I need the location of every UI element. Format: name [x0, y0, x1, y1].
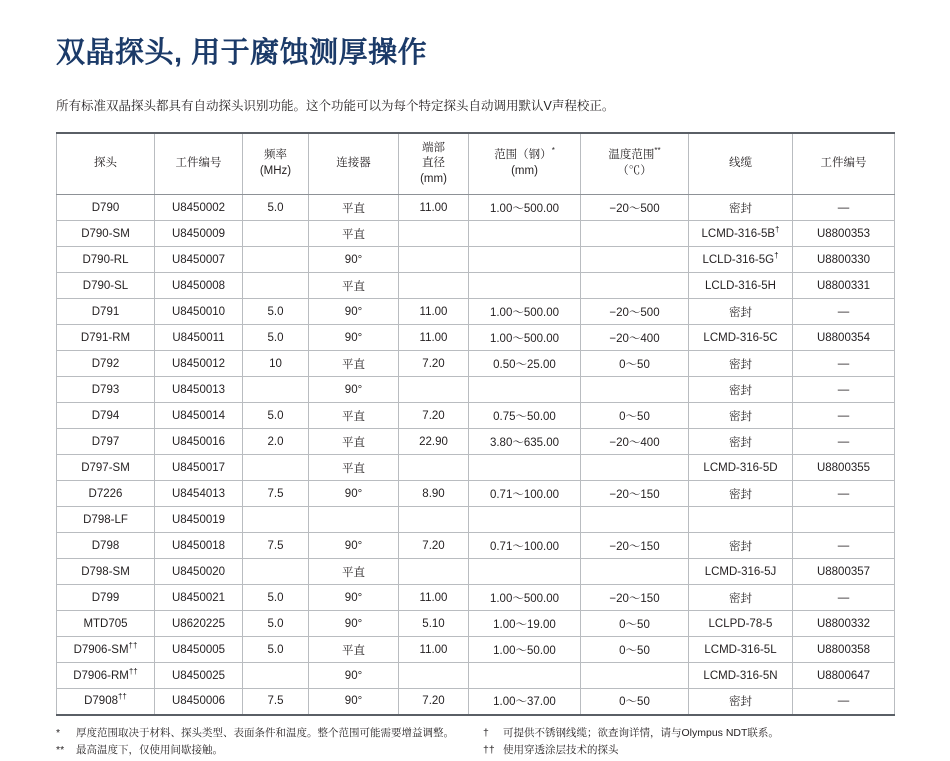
table-cell	[243, 559, 309, 585]
table-cell: LCMD-316-5C	[689, 325, 793, 351]
table-cell: U8450005	[155, 637, 243, 663]
table-cell: 0～50	[581, 611, 689, 637]
table-row	[57, 585, 895, 611]
table-cell: 7.20	[399, 689, 469, 715]
table-cell: —	[793, 481, 895, 507]
table-cell: U8800647	[793, 663, 895, 689]
table-cell: 0～50	[581, 689, 689, 715]
table-cell: 90°	[309, 325, 399, 351]
table-cell: D798-SM	[57, 559, 155, 585]
table-cell: 密封	[689, 351, 793, 377]
table-cell	[469, 247, 581, 273]
table-cell: U8450002	[155, 195, 243, 221]
table-cell: —	[793, 351, 895, 377]
table-cell	[581, 221, 689, 247]
table-header	[57, 133, 895, 195]
table-cell	[243, 507, 309, 533]
table-header-row	[57, 133, 895, 195]
footnote-text: 使用穿透涂层技术的探头	[503, 744, 619, 757]
table-cell	[399, 377, 469, 403]
table-cell: D799	[57, 585, 155, 611]
table-cell: —	[793, 533, 895, 559]
table-cell: D790	[57, 195, 155, 221]
table-cell: 5.0	[243, 325, 309, 351]
table-cell	[399, 455, 469, 481]
table-row	[57, 273, 895, 299]
table-cell: 0～50	[581, 637, 689, 663]
table-cell	[469, 273, 581, 299]
table-cell	[243, 377, 309, 403]
table-row	[57, 481, 895, 507]
table-cell	[399, 507, 469, 533]
table-cell: 平直	[309, 221, 399, 247]
table-cell: 11.00	[399, 637, 469, 663]
table-cell: 1.00～37.00	[469, 689, 581, 715]
table-cell: 1.00～19.00	[469, 611, 581, 637]
table-cell: U8800332	[793, 611, 895, 637]
table-cell: −20～150	[581, 585, 689, 611]
table-cell: 7.5	[243, 533, 309, 559]
table-cell: LCMD-316-5J	[689, 559, 793, 585]
column-header-cable-part-number: 工件编号	[793, 133, 895, 195]
table-cell: 0.71～100.00	[469, 533, 581, 559]
table-cell: U8450008	[155, 273, 243, 299]
column-header-range-steel: 范围（钢）* (mm)	[469, 133, 581, 195]
table-cell: 1.00～500.00	[469, 585, 581, 611]
table-row	[57, 507, 895, 533]
table-row	[57, 429, 895, 455]
table-cell: 90°	[309, 611, 399, 637]
table-cell: −20～500	[581, 299, 689, 325]
table-row	[57, 455, 895, 481]
table-cell	[581, 559, 689, 585]
table-cell: 5.0	[243, 299, 309, 325]
table-cell: 0.75～50.00	[469, 403, 581, 429]
column-header-frequency: 频率 (MHz)	[243, 133, 309, 195]
table-cell	[581, 663, 689, 689]
table-cell: 平直	[309, 403, 399, 429]
footnote-row	[483, 726, 894, 742]
table-cell: 平直	[309, 273, 399, 299]
table-cell: 90°	[309, 663, 399, 689]
table-cell: U8450010	[155, 299, 243, 325]
footnote-row	[56, 726, 467, 742]
table-cell: 11.00	[399, 585, 469, 611]
table-cell: 密封	[689, 429, 793, 455]
table-cell: D791	[57, 299, 155, 325]
footnote-marker: **	[56, 744, 65, 757]
table-cell: 7.5	[243, 689, 309, 715]
table-row	[57, 325, 895, 351]
table-cell: D793	[57, 377, 155, 403]
table-cell	[581, 247, 689, 273]
table-cell: 5.10	[399, 611, 469, 637]
table-cell: 90°	[309, 689, 399, 715]
table-cell: LCMD-316-5D	[689, 455, 793, 481]
table-row	[57, 377, 895, 403]
table-cell: 90°	[309, 481, 399, 507]
table-cell	[399, 663, 469, 689]
table-cell: U8450012	[155, 351, 243, 377]
table-cell	[793, 507, 895, 533]
table-cell: LCLD-316-5H	[689, 273, 793, 299]
table-row	[57, 403, 895, 429]
table-cell: 11.00	[399, 195, 469, 221]
table-cell: U8450016	[155, 429, 243, 455]
table-cell: U8450025	[155, 663, 243, 689]
table-cell: D7908††	[57, 689, 155, 715]
table-cell	[399, 247, 469, 273]
table-cell: D790-SL	[57, 273, 155, 299]
table-cell: —	[793, 689, 895, 715]
table-cell: 5.0	[243, 585, 309, 611]
table-row	[57, 533, 895, 559]
table-cell	[243, 455, 309, 481]
table-cell: 5.0	[243, 403, 309, 429]
table-cell: 1.00～50.00	[469, 637, 581, 663]
table-cell: 5.0	[243, 611, 309, 637]
footnote-marker: †	[483, 726, 489, 739]
table-cell: 密封	[689, 689, 793, 715]
table-cell	[581, 377, 689, 403]
table-cell: U8450013	[155, 377, 243, 403]
table-cell: —	[793, 429, 895, 455]
table-cell: 0.71～100.00	[469, 481, 581, 507]
table-cell: U8450017	[155, 455, 243, 481]
table-cell: 5.0	[243, 637, 309, 663]
table-cell	[581, 273, 689, 299]
table-cell: U8450019	[155, 507, 243, 533]
table-cell	[243, 221, 309, 247]
table-cell	[689, 507, 793, 533]
table-cell	[469, 663, 581, 689]
table-cell: U8620225	[155, 611, 243, 637]
table-cell: −20～150	[581, 533, 689, 559]
table-cell: 11.00	[399, 299, 469, 325]
footnote-text: 厚度范围取决于材料、探头类型、表面条件和温度。整个范围可能需要增益调整。	[76, 726, 454, 739]
footnote-text: 最高温度下，仅使用间歇接触。	[76, 744, 223, 757]
table-row	[57, 611, 895, 637]
table-cell: D797	[57, 429, 155, 455]
table-cell: D7906-RM††	[57, 663, 155, 689]
table-cell: D790-SM	[57, 221, 155, 247]
table-cell: —	[793, 299, 895, 325]
table-cell: 90°	[309, 247, 399, 273]
table-cell: MTD705	[57, 611, 155, 637]
table-cell	[309, 507, 399, 533]
table-cell: 90°	[309, 377, 399, 403]
footnote-text: 可提供不锈钢线缆；欲查询详情，请与Olympus NDT联系。	[503, 726, 779, 739]
table-cell: U8450020	[155, 559, 243, 585]
table-cell: 密封	[689, 585, 793, 611]
table-cell: D791-RM	[57, 325, 155, 351]
table-cell: 11.00	[399, 325, 469, 351]
footnote-marker: ††	[483, 744, 495, 757]
footnote-row	[56, 743, 467, 759]
table-cell: U8450014	[155, 403, 243, 429]
table-cell: —	[793, 403, 895, 429]
page-title: 双晶探头, 用于腐蚀测厚操作	[56, 37, 428, 69]
footnotes-right-column	[467, 726, 894, 761]
column-header-tip-diameter: 端部 直径 (mm)	[399, 133, 469, 195]
table-cell: U8450018	[155, 533, 243, 559]
table-cell: D797-SM	[57, 455, 155, 481]
table-cell: 1.00～500.00	[469, 195, 581, 221]
table-cell: U8450021	[155, 585, 243, 611]
table-cell: U8450006	[155, 689, 243, 715]
table-row	[57, 663, 895, 689]
intro-paragraph: 所有标准双晶探头都具有自动探头识别功能。这个功能可以为每个特定探头自动调用默认V声程校正。	[56, 98, 615, 113]
table-cell: −20～400	[581, 429, 689, 455]
column-header-connector: 连接器	[309, 133, 399, 195]
footnotes-left-column	[56, 726, 467, 761]
table-cell: D7906-SM††	[57, 637, 155, 663]
table-cell: 7.20	[399, 351, 469, 377]
table-cell: −20～400	[581, 325, 689, 351]
table-row	[57, 247, 895, 273]
table-cell: 1.00～500.00	[469, 299, 581, 325]
table-row	[57, 559, 895, 585]
table-cell: —	[793, 585, 895, 611]
table-cell: U8800331	[793, 273, 895, 299]
table-cell: U8454013	[155, 481, 243, 507]
table-row	[57, 299, 895, 325]
probe-specification-table	[56, 132, 895, 716]
table-cell: 7.20	[399, 533, 469, 559]
table-cell: LCMD-316-5N	[689, 663, 793, 689]
table-cell	[469, 507, 581, 533]
table-row	[57, 689, 895, 715]
table-cell: 22.90	[399, 429, 469, 455]
table-cell: 密封	[689, 533, 793, 559]
table-cell: 0～50	[581, 403, 689, 429]
table-cell: U8450011	[155, 325, 243, 351]
table-cell: 平直	[309, 429, 399, 455]
table-cell	[243, 247, 309, 273]
table-cell: D792	[57, 351, 155, 377]
table-cell: D794	[57, 403, 155, 429]
table-cell	[399, 221, 469, 247]
table-cell: U8800353	[793, 221, 895, 247]
table-cell: 0～50	[581, 351, 689, 377]
table-cell: U8800357	[793, 559, 895, 585]
column-header-temperature-range: 温度范围** （℃）	[581, 133, 689, 195]
table-cell	[581, 507, 689, 533]
table-cell: 5.0	[243, 195, 309, 221]
table-cell: 平直	[309, 637, 399, 663]
table-cell: 密封	[689, 299, 793, 325]
table-cell: 7.5	[243, 481, 309, 507]
table-cell: −20～150	[581, 481, 689, 507]
footnote-marker: *	[56, 726, 61, 739]
table-cell: D798	[57, 533, 155, 559]
table-cell	[399, 273, 469, 299]
column-header-cable: 线缆	[689, 133, 793, 195]
table-cell	[469, 559, 581, 585]
table-cell: 90°	[309, 533, 399, 559]
table-cell: LCLD-316-5G†	[689, 247, 793, 273]
table-row	[57, 195, 895, 221]
table-cell: 密封	[689, 481, 793, 507]
table-cell: 0.50～25.00	[469, 351, 581, 377]
table-cell: 密封	[689, 403, 793, 429]
footnote-row	[483, 743, 894, 759]
table-cell: D798-LF	[57, 507, 155, 533]
table-cell: −20～500	[581, 195, 689, 221]
table-cell: 7.20	[399, 403, 469, 429]
table-cell: 90°	[309, 299, 399, 325]
table-row	[57, 351, 895, 377]
table-cell: 1.00～500.00	[469, 325, 581, 351]
table-row	[57, 637, 895, 663]
table-cell: U8800330	[793, 247, 895, 273]
table-cell: 8.90	[399, 481, 469, 507]
table-cell: U8450009	[155, 221, 243, 247]
table-cell: —	[793, 377, 895, 403]
table-cell: U8800354	[793, 325, 895, 351]
table-cell: 10	[243, 351, 309, 377]
table-cell: U8800358	[793, 637, 895, 663]
table-cell: 平直	[309, 351, 399, 377]
table-cell: LCMD-316-5L	[689, 637, 793, 663]
table-cell: 2.0	[243, 429, 309, 455]
table-cell	[469, 221, 581, 247]
table-cell: U8450007	[155, 247, 243, 273]
table-cell: U8800355	[793, 455, 895, 481]
table-cell: —	[793, 195, 895, 221]
table-cell: 密封	[689, 195, 793, 221]
table-cell	[243, 663, 309, 689]
table-cell: 平直	[309, 455, 399, 481]
table-cell: LCMD-316-5B†	[689, 221, 793, 247]
table-cell: 密封	[689, 377, 793, 403]
table-cell	[243, 273, 309, 299]
table-cell: D7226	[57, 481, 155, 507]
table-cell	[399, 559, 469, 585]
footnotes	[56, 726, 894, 761]
table-row	[57, 221, 895, 247]
table-cell	[581, 455, 689, 481]
table-body	[57, 195, 895, 715]
table-cell: D790-RL	[57, 247, 155, 273]
table-cell	[469, 377, 581, 403]
column-header-probe: 探头	[57, 133, 155, 195]
table-cell: 90°	[309, 585, 399, 611]
table-cell: 平直	[309, 559, 399, 585]
table-cell: 3.80～635.00	[469, 429, 581, 455]
table-cell	[469, 455, 581, 481]
table-cell: LCLPD-78-5	[689, 611, 793, 637]
table-cell: 平直	[309, 195, 399, 221]
column-header-part-number: 工件编号	[155, 133, 243, 195]
